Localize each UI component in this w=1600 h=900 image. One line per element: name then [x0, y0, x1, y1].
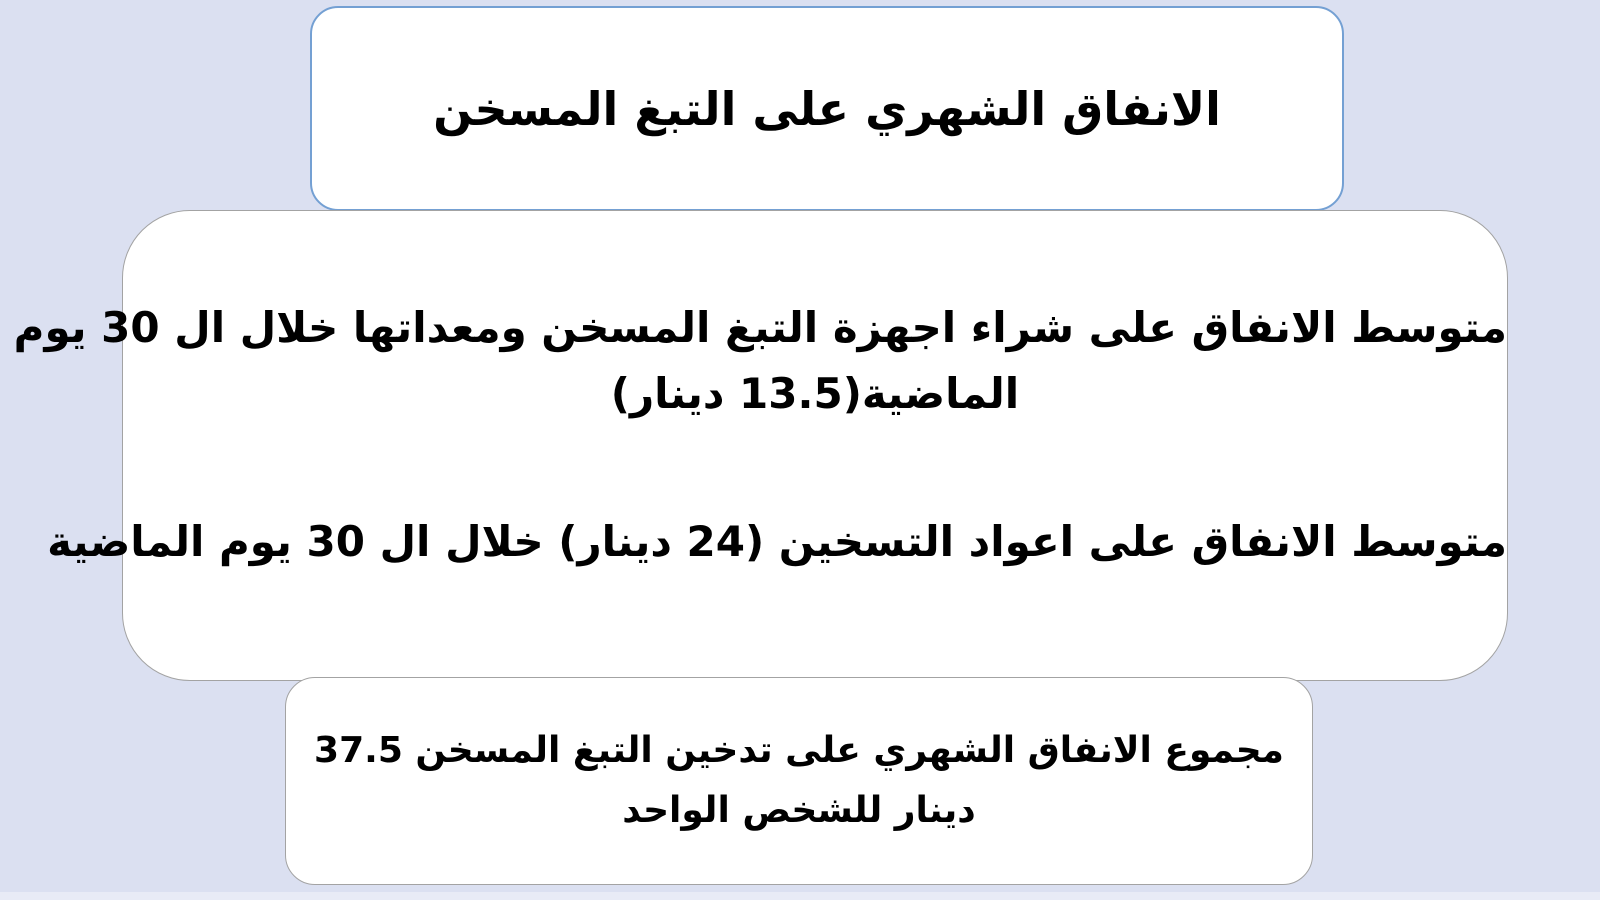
details-box	[13, 210, 1508, 681]
total-line-2: دينار للشخص الواحد	[622, 790, 976, 831]
paragraph-sticks-line-1: متوسط الانفاق على اعواد التسخين (24 دينار) خلال ال 30 يوم الماضية	[47, 517, 1507, 566]
title-box	[310, 6, 1344, 211]
details-content	[13, 211, 1507, 575]
paragraph-devices-spending	[13, 295, 1507, 427]
paragraph-devices-line-1: متوسط الانفاق على شراء اجهزة التبغ المسخن ومعداتها خلال ال 30 يوم	[13, 303, 1507, 352]
paragraph-devices-line-2: الماضية(13.5 دينار)	[610, 369, 1020, 418]
slide-title: الانفاق الشهري على التبغ المسخن	[433, 81, 1221, 136]
total-content	[314, 721, 1284, 841]
total-box	[285, 677, 1313, 885]
slide-bottom-edge	[0, 892, 1600, 900]
paragraph-sticks-spending	[47, 509, 1507, 575]
total-line-1: مجموع الانفاق الشهري على تدخين التبغ المسخن 37.5	[314, 730, 1284, 771]
